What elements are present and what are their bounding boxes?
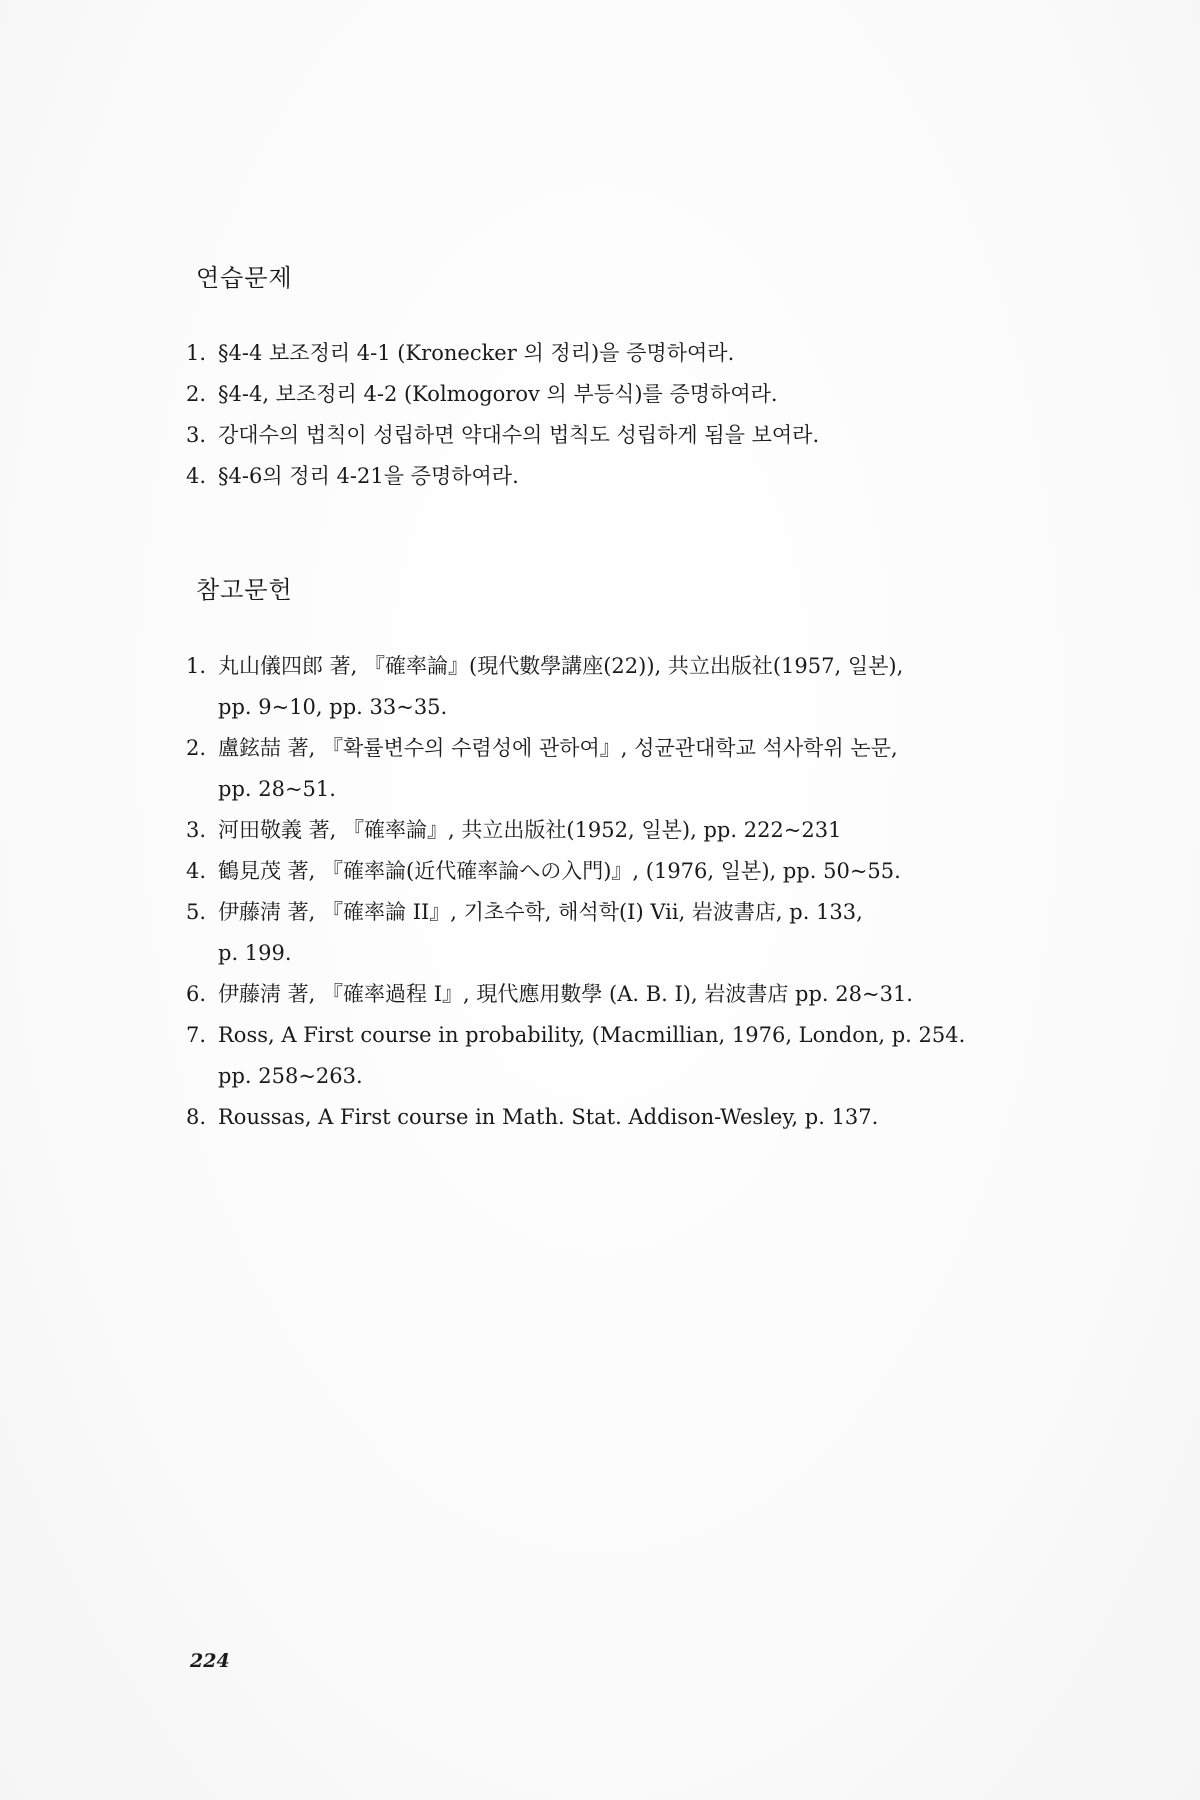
reference-text: 丸山儀四郎 著, 『確率論』(現代數學講座(22)), 共立出版社(1957, 일본), xyxy=(218,654,904,678)
reference-text: 河田敬義 著, 『確率論』, 共立出版社(1952, 일본), pp. 222~231 xyxy=(218,818,842,842)
reference-text-continued: p. 199. xyxy=(218,941,292,965)
reference-text: 盧鉉喆 著, 『확률변수의 수렴성에 관하여』, 성균관대학교 석사학위 논문, xyxy=(218,736,898,760)
exercise-item xyxy=(186,374,1056,415)
reference-number: 5. xyxy=(186,900,207,924)
exercise-item xyxy=(186,415,1056,456)
reference-item xyxy=(186,810,1056,851)
page-number: 224 xyxy=(190,1650,230,1672)
reference-item xyxy=(186,1097,1056,1138)
exercise-item xyxy=(186,333,1056,374)
reference-item xyxy=(186,851,1056,892)
reference-text-continued: pp. 258~263. xyxy=(218,1064,363,1088)
reference-number: 2. xyxy=(186,736,207,760)
exercise-number: 3. xyxy=(186,423,207,447)
reference-number: 3. xyxy=(186,818,207,842)
reference-item xyxy=(186,1015,1056,1097)
exercise-item xyxy=(186,456,1056,497)
reference-list xyxy=(186,646,1056,1138)
reference-number: 6. xyxy=(186,982,207,1006)
reference-item xyxy=(186,974,1056,1015)
exercise-text: §4-4 보조정리 4-1 (Kronecker 의 정리)을 증명하여라. xyxy=(218,341,735,365)
references-heading: 참고문헌 xyxy=(196,576,293,604)
exercise-number: 1. xyxy=(186,341,207,365)
reference-text: Roussas, A First course in Math. Stat. Addison-Wesley, p. 137. xyxy=(218,1105,879,1129)
reference-item xyxy=(186,892,1056,974)
reference-number: 8. xyxy=(186,1105,207,1129)
reference-text: 伊藤淸 著, 『確率過程 I』, 現代應用數學 (A. B. I), 岩波書店 pp. 28~31. xyxy=(218,982,913,1006)
exercise-number: 2. xyxy=(186,382,207,406)
exercise-text: 강대수의 법칙이 성립하면 약대수의 법칙도 성립하게 됨을 보여라. xyxy=(218,423,820,447)
reference-number: 1. xyxy=(186,654,207,678)
exercise-text: §4-6의 정리 4-21을 증명하여라. xyxy=(218,464,519,488)
reference-number: 7. xyxy=(186,1023,207,1047)
reference-text-continued: pp. 9~10, pp. 33~35. xyxy=(218,695,448,719)
reference-number: 4. xyxy=(186,859,207,883)
reference-text: 伊藤淸 著, 『確率論 II』, 기초수학, 해석학(I) Vii, 岩波書店, p. 133, xyxy=(218,900,863,924)
exercise-list xyxy=(186,333,1056,497)
exercises-heading: 연습문제 xyxy=(196,264,293,292)
reference-text-continued: pp. 28~51. xyxy=(218,777,336,801)
reference-text: Ross, A First course in probability, (Macmillian, 1976, London, p. 254. xyxy=(218,1023,966,1047)
exercise-text: §4-4, 보조정리 4-2 (Kolmogorov 의 부등식)를 증명하여라. xyxy=(218,382,778,406)
reference-item xyxy=(186,728,1056,810)
reference-text: 鶴見茂 著, 『確率論(近代確率論への入門)』, (1976, 일본), pp. 50~55. xyxy=(218,859,901,883)
exercise-number: 4. xyxy=(186,464,207,488)
reference-item xyxy=(186,646,1056,728)
